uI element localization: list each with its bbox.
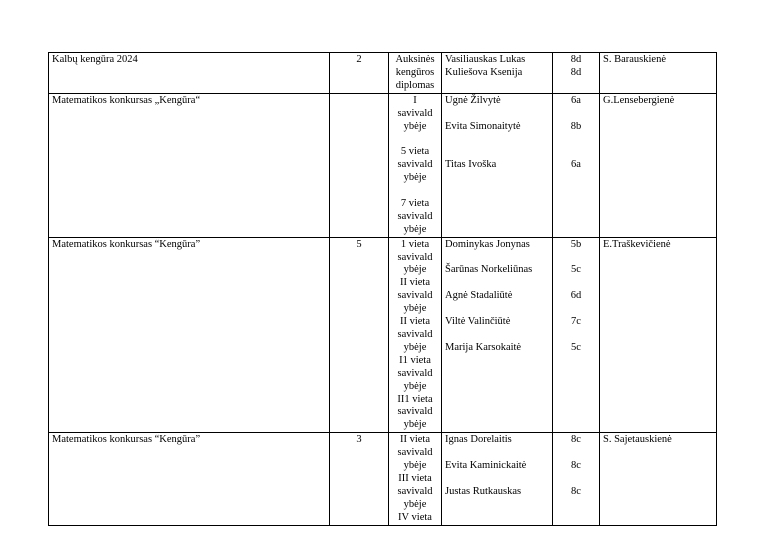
student-cell xyxy=(442,93,553,237)
contest-cell: Matematikos konkursas “Kengūra” xyxy=(49,237,330,433)
teacher-cell: S. Sajetauskienė xyxy=(600,433,717,525)
place-line: savivald xyxy=(397,107,433,119)
student-name xyxy=(445,146,549,159)
place-line: savivald xyxy=(397,251,433,263)
table-row xyxy=(49,237,717,433)
class-value: 5c xyxy=(571,341,581,353)
class-value: 8c xyxy=(571,460,581,472)
class-value: 7c xyxy=(571,316,581,328)
class-cell xyxy=(553,93,600,237)
place-line: ybėje xyxy=(403,223,427,235)
place-line: ybėje xyxy=(403,172,427,184)
place-line: I xyxy=(413,94,417,106)
place-line: IV vieta xyxy=(398,511,432,523)
contest-cell: Kalbų kengūra 2024 xyxy=(49,53,330,94)
student-name: Marija Karsokaitė xyxy=(445,341,522,353)
place-line: ybėje xyxy=(403,380,427,392)
place-line: diplomas xyxy=(395,79,435,91)
class-value xyxy=(556,252,596,265)
class-value: 8d xyxy=(570,66,582,78)
student-name: Šarūnas Norkeliūnas xyxy=(445,264,533,276)
place-line: savivald xyxy=(397,210,433,222)
class-value: 5c xyxy=(571,264,581,276)
place-line: II vieta xyxy=(399,316,431,328)
place-line: savivald xyxy=(397,447,433,459)
student-name: Titas Ivoška xyxy=(445,159,497,171)
student-name: Evita Kaminickaitė xyxy=(445,460,527,472)
student-name: Vasiliauskas Lukas xyxy=(445,54,526,65)
class-value xyxy=(556,277,596,290)
class-cell xyxy=(553,237,600,433)
place-line: II1 vieta xyxy=(397,393,433,405)
count-cell: 3 xyxy=(330,433,389,525)
place-line xyxy=(392,185,438,198)
teacher-cell: S. Barauskienė xyxy=(600,53,717,94)
place-line: I1 vieta xyxy=(399,354,431,366)
place-line: savivald xyxy=(397,406,433,418)
student-name: Kuliešova Ksenija xyxy=(445,66,523,78)
class-value xyxy=(556,133,596,146)
student-name: Viltė Valinčiūtė xyxy=(445,316,511,328)
class-value: 8c xyxy=(571,485,581,497)
results-table xyxy=(48,52,717,526)
place-line: ybėje xyxy=(403,264,427,276)
place-line: kengūros xyxy=(395,66,435,78)
student-cell xyxy=(442,53,553,94)
class-value: 8b xyxy=(570,120,582,132)
student-name: Ignas Dorelaitis xyxy=(445,434,512,446)
student-name: Ugnė Žilvytė xyxy=(445,94,501,106)
class-value xyxy=(556,108,596,121)
student-name: Evita Simonaitytė xyxy=(445,120,521,132)
student-name xyxy=(445,108,549,121)
place-line: ybėje xyxy=(403,419,427,431)
place-line xyxy=(392,133,438,146)
place-cell xyxy=(389,93,442,237)
student-name xyxy=(445,329,549,342)
place-cell xyxy=(389,237,442,433)
class-value: 8c xyxy=(571,434,581,446)
place-cell xyxy=(389,433,442,525)
place-line: savivald xyxy=(397,485,433,497)
place-line: ybėje xyxy=(403,341,427,353)
place-cell xyxy=(389,53,442,94)
place-line: II vieta xyxy=(399,277,431,289)
student-name: Dominykas Jonynas xyxy=(445,238,530,250)
student-name xyxy=(445,252,549,265)
student-name xyxy=(445,277,549,290)
teacher-cell: E.Traškevičienė xyxy=(600,237,717,433)
place-line: savivald xyxy=(397,329,433,340)
student-name xyxy=(445,133,549,146)
place-line: 5 vieta xyxy=(400,146,430,158)
count-cell: 5 xyxy=(330,237,389,433)
class-value xyxy=(556,303,596,316)
table-row xyxy=(49,53,717,94)
class-value xyxy=(556,146,596,159)
place-line: 1 vieta xyxy=(400,238,430,250)
class-value: 6d xyxy=(570,290,582,302)
student-name: Agnė Stadaliūtė xyxy=(445,290,513,302)
table-row xyxy=(49,433,717,525)
place-line: ybėje xyxy=(403,120,427,132)
class-cell xyxy=(553,433,600,525)
class-value xyxy=(556,473,596,486)
place-line: ybėje xyxy=(403,498,427,510)
class-value: 5b xyxy=(570,238,582,250)
place-line: ybėje xyxy=(403,303,427,315)
class-value: 8d xyxy=(570,54,582,65)
student-name: Justas Rutkauskas xyxy=(445,485,522,497)
class-value: 6a xyxy=(571,94,581,106)
place-line: savivald xyxy=(397,290,433,302)
teacher-cell: G.Lensebergienė xyxy=(600,93,717,237)
student-cell xyxy=(442,433,553,525)
class-cell xyxy=(553,53,600,94)
place-line: 7 vieta xyxy=(400,197,430,209)
place-line: II vieta xyxy=(399,434,431,446)
student-name xyxy=(445,447,549,460)
class-value: 6a xyxy=(571,159,581,171)
contest-cell: Matematikos konkursas “Kengūra” xyxy=(49,433,330,525)
place-line: Auksinės xyxy=(395,54,435,65)
class-value xyxy=(556,447,596,460)
contest-cell: Matematikos konkursas „Kengūra“ xyxy=(49,93,330,237)
table-row xyxy=(49,93,717,237)
student-name xyxy=(445,303,549,316)
count-cell: 2 xyxy=(330,53,389,94)
place-line: savivald xyxy=(397,367,433,379)
place-line: ybėje xyxy=(403,460,427,472)
place-line: III vieta xyxy=(398,472,432,484)
student-cell xyxy=(442,237,553,433)
student-name xyxy=(445,473,549,486)
class-value xyxy=(556,329,596,342)
place-line: savivald xyxy=(397,159,433,171)
count-cell xyxy=(330,93,389,237)
